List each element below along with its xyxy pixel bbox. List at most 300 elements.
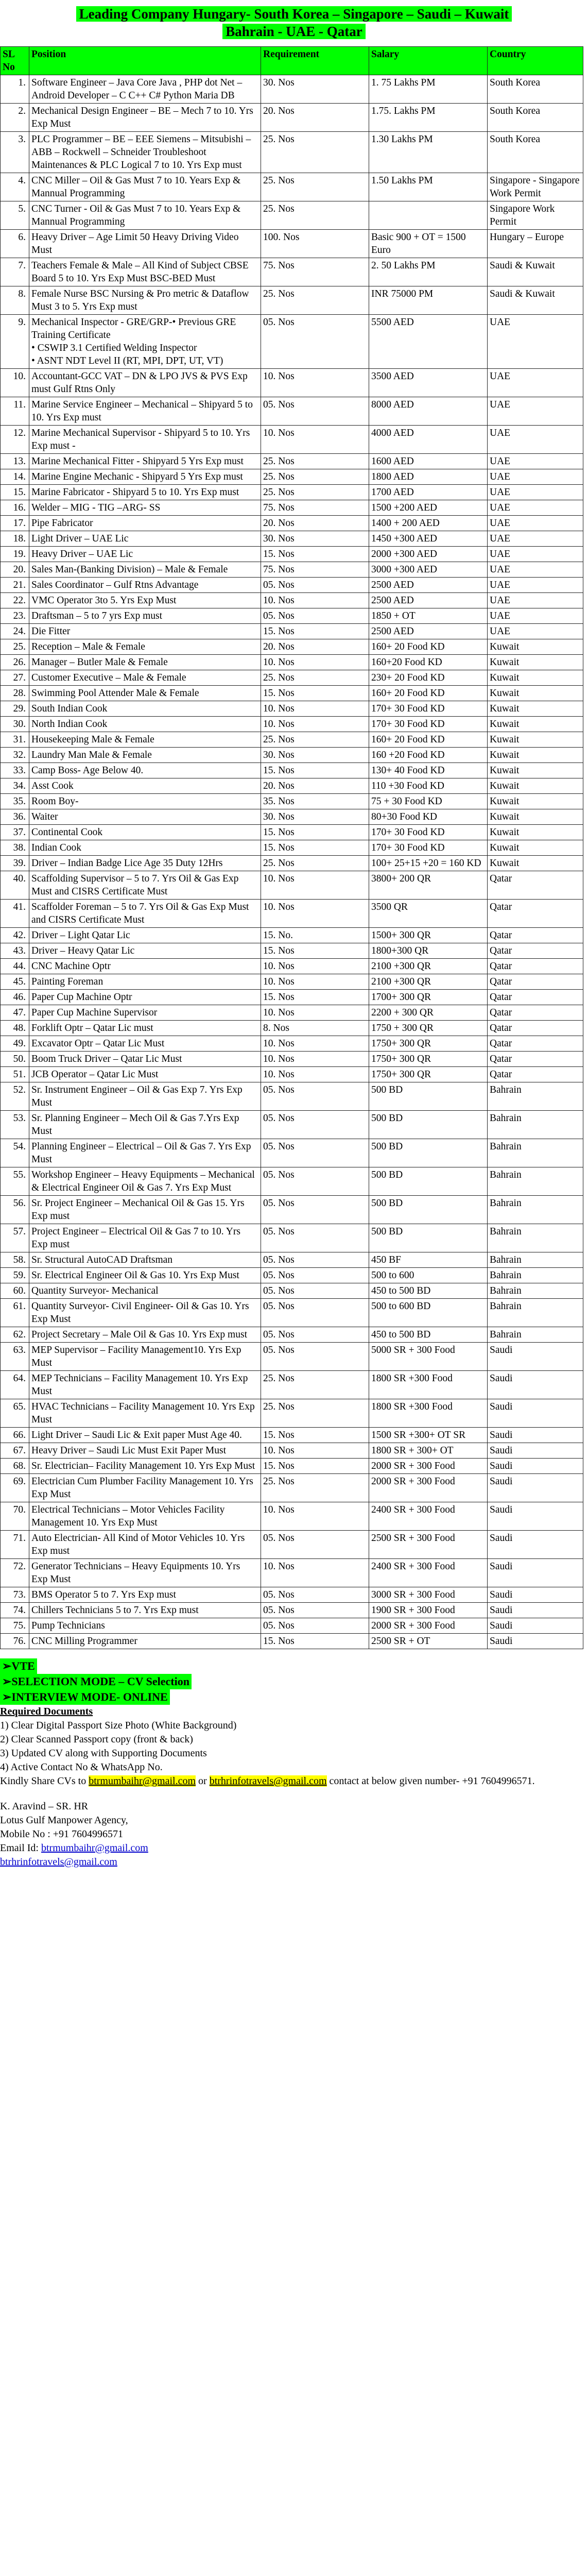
row-position: Project Engineer – Electrical Oil & Gas 7 to 10. Yrs Exp must [29, 1224, 261, 1252]
row-requirement: 20. Nos [261, 516, 369, 531]
row-salary: 160+ 20 Food KD [369, 639, 488, 655]
table-row [1, 286, 583, 315]
row-salary: 2400 SR + 300 Food [369, 1502, 488, 1531]
row-salary: 160 +20 Food KD [369, 748, 488, 763]
row-sl-no: 46. [1, 990, 29, 1005]
row-sl-no: 3. [1, 132, 29, 173]
row-requirement: 15. Nos [261, 1634, 369, 1649]
row-country: Kuwait [488, 778, 583, 794]
row-requirement: 30. Nos [261, 75, 369, 104]
row-country: Saudi [488, 1634, 583, 1649]
banner-line-1: Leading Company Hungary- South Korea – Singapore – Saudi – Kuwait [76, 6, 512, 22]
row-salary: 2000 SR + 300 Food [369, 1618, 488, 1634]
header-salary: Salary [369, 47, 488, 75]
row-country: Bahrain [488, 1268, 583, 1283]
row-sl-no: 34. [1, 778, 29, 794]
table-row [1, 201, 583, 230]
row-requirement: 25. Nos [261, 201, 369, 230]
row-salary: 2000 SR + 300 Food [369, 1474, 488, 1502]
row-country: UAE [488, 516, 583, 531]
row-salary: 500 BD [369, 1139, 488, 1167]
row-country: South Korea [488, 104, 583, 132]
row-position: Scaffolder Foreman – 5 to 7. Yrs Oil & Gas Exp Must and CISRS Certificate Must [29, 900, 261, 928]
row-sl-no: 72. [1, 1559, 29, 1587]
signature-email-2[interactable]: btrhrinfotravels@gmail.com [0, 1856, 117, 1868]
row-position: Auto Electrician- All Kind of Motor Vehicles 10. Yrs Exp must [29, 1531, 261, 1559]
row-salary: 1750+ 300 QR [369, 1052, 488, 1067]
row-country: UAE [488, 315, 583, 369]
row-requirement: 05. Nos [261, 1196, 369, 1224]
row-sl-no: 73. [1, 1587, 29, 1603]
signature-email-1[interactable]: btrmumbaihr@gmail.com [41, 1842, 148, 1854]
jobs-table [0, 46, 583, 1649]
row-requirement: 10. Nos [261, 1443, 369, 1459]
row-position: Driver – Indian Badge Lice Age 35 Duty 12Hrs [29, 856, 261, 871]
table-row [1, 75, 583, 104]
row-country: Saudi & Kuwait [488, 286, 583, 315]
row-salary: 2500 SR + OT [369, 1634, 488, 1649]
row-requirement: 25. Nos [261, 173, 369, 201]
row-country: Bahrain [488, 1283, 583, 1299]
row-country: Bahrain [488, 1111, 583, 1139]
row-position: Electrical Technicians – Motor Vehicles Facility Management 10. Yrs Exp Must [29, 1502, 261, 1531]
row-salary: 1.30 Lakhs PM [369, 132, 488, 173]
signature-email-label: Email Id: [0, 1842, 41, 1854]
header-sl: SL No [1, 47, 29, 75]
row-salary: 1800+300 QR [369, 943, 488, 959]
row-position: Welder – MIG - TIG –ARG- SS [29, 500, 261, 516]
table-row [1, 1167, 583, 1196]
row-position: HVAC Technicians – Facility Management 10. Yrs Exp Must [29, 1399, 261, 1428]
row-sl-no: 44. [1, 959, 29, 974]
row-salary: 1850 + OT [369, 608, 488, 624]
table-row [1, 369, 583, 397]
row-salary: 80+30 Food KD [369, 809, 488, 825]
row-sl-no: 18. [1, 531, 29, 547]
row-sl-no: 40. [1, 871, 29, 900]
row-position: Quantity Surveyor- Civil Engineer- Oil & Gas 10. Yrs Exp Must [29, 1299, 261, 1327]
row-sl-no: 39. [1, 856, 29, 871]
table-row [1, 655, 583, 670]
row-country: Kuwait [488, 794, 583, 809]
row-sl-no: 13. [1, 454, 29, 469]
row-position: Draftsman – 5 to 7 yrs Exp must [29, 608, 261, 624]
row-salary: 5500 AED [369, 315, 488, 369]
row-position: MEP Supervisor – Facility Management10. Yrs Exp Must [29, 1343, 261, 1371]
row-sl-no: 71. [1, 1531, 29, 1559]
row-position: VMC Operator 3to 5. Yrs Exp Must [29, 593, 261, 608]
row-sl-no: 51. [1, 1067, 29, 1082]
signature-email-line [0, 1841, 582, 1855]
row-country: Qatar [488, 1052, 583, 1067]
doc-item: 4) Active Contact No & WhatsApp No. [0, 1761, 163, 1773]
row-requirement: 25. Nos [261, 454, 369, 469]
row-position: Driver – Heavy Qatar Lic [29, 943, 261, 959]
row-position: MEP Technicians – Facility Management 10. Yrs Exp Must [29, 1371, 261, 1399]
row-salary: 110 +30 Food KD [369, 778, 488, 794]
row-position: Room Boy- [29, 794, 261, 809]
row-country: UAE [488, 397, 583, 426]
row-requirement: 05. Nos [261, 397, 369, 426]
row-country: Qatar [488, 1005, 583, 1021]
send-or: or [196, 1775, 210, 1787]
row-requirement: 30. Nos [261, 809, 369, 825]
row-country: UAE [488, 547, 583, 562]
doc-item: 3) Updated CV along with Supporting Documents [0, 1748, 207, 1759]
row-sl-no: 7. [1, 258, 29, 286]
row-sl-no: 48. [1, 1021, 29, 1036]
row-country: Saudi [488, 1399, 583, 1428]
row-requirement: 75. Nos [261, 500, 369, 516]
row-salary: 2500 AED [369, 624, 488, 639]
table-row [1, 1139, 583, 1167]
row-salary: 500 BD [369, 1196, 488, 1224]
table-row [1, 1474, 583, 1502]
row-country: UAE [488, 608, 583, 624]
table-row [1, 701, 583, 717]
row-requirement: 05. Nos [261, 1531, 369, 1559]
row-sl-no: 26. [1, 655, 29, 670]
email-link-1[interactable]: btrmumbaihr@gmail.com [89, 1775, 196, 1787]
row-position: Sr. Planning Engineer – Mech Oil & Gas 7.Yrs Exp Must [29, 1111, 261, 1139]
table-row [1, 1283, 583, 1299]
row-requirement: 25. Nos [261, 732, 369, 748]
table-row [1, 608, 583, 624]
table-row [1, 426, 583, 454]
row-country: Kuwait [488, 655, 583, 670]
table-row [1, 1587, 583, 1603]
row-position: Mechanical Design Engineer – BE – Mech 7 to 10. Yrs Exp Must [29, 104, 261, 132]
row-salary: 1500 SR +300+ OT SR [369, 1428, 488, 1443]
row-position: Marine Fabricator - Shipyard 5 to 10. Yrs Exp must [29, 485, 261, 500]
row-position: Workshop Engineer – Heavy Equipments – Mechanical & Electrical Engineer Oil & Gas 7. Yrs Exp Must [29, 1167, 261, 1196]
row-requirement: 75. Nos [261, 562, 369, 578]
row-country: Qatar [488, 871, 583, 900]
table-row [1, 104, 583, 132]
row-requirement: 05. Nos [261, 1587, 369, 1603]
row-requirement: 05. Nos [261, 1139, 369, 1167]
row-requirement: 05. Nos [261, 1283, 369, 1299]
row-requirement: 10. Nos [261, 593, 369, 608]
signature-mobile: Mobile No : +91 7604996571 [0, 1828, 124, 1840]
row-position: CNC Turner - Oil & Gas Must 7 to 10. Years Exp & Mannual Programming [29, 201, 261, 230]
table-row [1, 686, 583, 701]
footer-section [0, 1658, 582, 1869]
row-position: Scaffolding Supervisor – 5 to 7. Yrs Oil & Gas Exp Must and CISRS Certificate Must [29, 871, 261, 900]
table-row [1, 900, 583, 928]
table-row [1, 974, 583, 990]
table-row [1, 1036, 583, 1052]
row-salary: 2500 AED [369, 578, 488, 593]
row-position: Marine Mechanical Fitter - Shipyard 5 Yrs Exp must [29, 454, 261, 469]
row-position: Sales Coordinator – Gulf Rtns Advantage [29, 578, 261, 593]
row-sl-no: 49. [1, 1036, 29, 1052]
table-row [1, 809, 583, 825]
row-salary: 2100 +300 QR [369, 959, 488, 974]
row-country: South Korea [488, 132, 583, 173]
row-salary: 3000 SR + 300 Food [369, 1587, 488, 1603]
send-prefix: Kindly Share CVs to [0, 1775, 89, 1787]
row-country: UAE [488, 369, 583, 397]
row-position: Marine Service Engineer – Mechanical – Shipyard 5 to 10. Yrs Exp must [29, 397, 261, 426]
row-salary: 170+ 30 Food KD [369, 717, 488, 732]
row-country: Kuwait [488, 825, 583, 840]
row-salary: 2100 +300 QR [369, 974, 488, 990]
row-country: Saudi [488, 1474, 583, 1502]
row-position: Driver – Light Qatar Lic [29, 928, 261, 943]
row-salary: 500 BD [369, 1167, 488, 1196]
row-requirement: 05. Nos [261, 315, 369, 369]
row-sl-no: 19. [1, 547, 29, 562]
row-country: Kuwait [488, 840, 583, 856]
send-suffix: contact at below given number- +91 7604996571. [326, 1775, 535, 1787]
row-requirement: 15. Nos [261, 1459, 369, 1474]
row-requirement: 10. Nos [261, 959, 369, 974]
row-country: Singapore Work Permit [488, 201, 583, 230]
row-salary: 100+ 25+15 +20 = 160 KD [369, 856, 488, 871]
row-country: Hungary – Europe [488, 230, 583, 258]
row-salary: 500 BD [369, 1082, 488, 1111]
row-position: Paper Cup Machine Supervisor [29, 1005, 261, 1021]
row-requirement: 05. Nos [261, 1252, 369, 1268]
row-position: Boom Truck Driver – Qatar Lic Must [29, 1052, 261, 1067]
row-sl-no: 1. [1, 75, 29, 104]
table-header-row [1, 47, 583, 75]
signature-name: K. Aravind – SR. HR [0, 1801, 89, 1812]
table-row [1, 990, 583, 1005]
header-country: Country [488, 47, 583, 75]
row-salary: 500 BD [369, 1111, 488, 1139]
row-requirement: 05. Nos [261, 1343, 369, 1371]
row-country: Bahrain [488, 1299, 583, 1327]
row-requirement: 35. Nos [261, 794, 369, 809]
row-salary: 1400 + 200 AED [369, 516, 488, 531]
row-sl-no: 36. [1, 809, 29, 825]
row-requirement: 05. Nos [261, 608, 369, 624]
row-sl-no: 17. [1, 516, 29, 531]
row-position: PLC Programmer – BE – EEE Siemens – Mitsubishi – ABB – Rockwell – Schneider Troubleshoot Maintenances & PLC Logical 7 to 10. Yrs Exp must [29, 132, 261, 173]
row-country: Saudi & Kuwait [488, 258, 583, 286]
row-salary: INR 75000 PM [369, 286, 488, 315]
row-sl-no: 54. [1, 1139, 29, 1167]
table-body [1, 75, 583, 1649]
table-row [1, 1531, 583, 1559]
row-country: Bahrain [488, 1196, 583, 1224]
row-salary: 8000 AED [369, 397, 488, 426]
table-row [1, 748, 583, 763]
table-row [1, 1559, 583, 1587]
row-country: Kuwait [488, 670, 583, 686]
row-requirement: 100. Nos [261, 230, 369, 258]
row-position: Paper Cup Machine Optr [29, 990, 261, 1005]
row-position: Light Driver – Saudi Lic & Exit paper Must Age 40. [29, 1428, 261, 1443]
row-salary: 500 to 600 BD [369, 1299, 488, 1327]
row-salary: 1750 + 300 QR [369, 1021, 488, 1036]
row-country: Bahrain [488, 1252, 583, 1268]
row-position: Waiter [29, 809, 261, 825]
row-sl-no: 33. [1, 763, 29, 778]
row-country: Kuwait [488, 701, 583, 717]
row-country: UAE [488, 469, 583, 485]
table-row [1, 763, 583, 778]
row-salary: 1.75. Lakhs PM [369, 104, 488, 132]
row-country: UAE [488, 593, 583, 608]
row-requirement: 10. Nos [261, 717, 369, 732]
row-position: Mechanical Inspector - GRE/GRP-• Previous GRE Training Certificate • CSWIP 3.1 Certified Welding Inspector • ASNT NDT Level II (RT, MPI, DPT, UT, VT) [29, 315, 261, 369]
row-requirement: 75. Nos [261, 258, 369, 286]
row-country: UAE [488, 500, 583, 516]
row-country: Saudi [488, 1618, 583, 1634]
row-salary: 450 BF [369, 1252, 488, 1268]
row-salary: 450 to 500 BD [369, 1327, 488, 1343]
table-row [1, 1021, 583, 1036]
table-row [1, 1067, 583, 1082]
row-salary: 2500 SR + 300 Food [369, 1531, 488, 1559]
row-requirement: 10. Nos [261, 1502, 369, 1531]
row-salary: 1500 +200 AED [369, 500, 488, 516]
row-salary: 3000 +300 AED [369, 562, 488, 578]
row-requirement: 10. Nos [261, 1052, 369, 1067]
row-requirement: 20. Nos [261, 104, 369, 132]
row-sl-no: 43. [1, 943, 29, 959]
table-row [1, 593, 583, 608]
row-requirement: 15. Nos [261, 840, 369, 856]
table-row [1, 670, 583, 686]
row-salary: 3800+ 200 QR [369, 871, 488, 900]
row-position: Laundry Man Male & Female [29, 748, 261, 763]
row-sl-no: 20. [1, 562, 29, 578]
row-salary: 170+ 30 Food KD [369, 825, 488, 840]
row-position: Pipe Fabricator [29, 516, 261, 531]
table-row [1, 1428, 583, 1443]
row-requirement: 15. Nos [261, 763, 369, 778]
table-row [1, 1111, 583, 1139]
table-row [1, 230, 583, 258]
row-sl-no: 21. [1, 578, 29, 593]
row-requirement: 05. Nos [261, 1268, 369, 1283]
table-row [1, 173, 583, 201]
row-requirement: 25. Nos [261, 132, 369, 173]
row-requirement: 10. Nos [261, 426, 369, 454]
row-requirement: 25. Nos [261, 856, 369, 871]
row-sl-no: 24. [1, 624, 29, 639]
row-requirement: 15. Nos [261, 686, 369, 701]
table-row [1, 1224, 583, 1252]
interview-mode-label: ➢INTERVIEW MODE- ONLINE [0, 1689, 170, 1705]
required-documents-title: Required Documents [0, 1706, 93, 1717]
table-row [1, 1196, 583, 1224]
row-salary: 3500 AED [369, 369, 488, 397]
row-requirement: 25. Nos [261, 1399, 369, 1428]
table-row [1, 1299, 583, 1327]
row-salary: 1. 75 Lakhs PM [369, 75, 488, 104]
row-requirement: 25. Nos [261, 469, 369, 485]
row-sl-no: 30. [1, 717, 29, 732]
row-country: UAE [488, 426, 583, 454]
row-requirement: 05. Nos [261, 1167, 369, 1196]
table-row [1, 732, 583, 748]
table-row [1, 1443, 583, 1459]
row-salary: 1750+ 300 QR [369, 1036, 488, 1052]
table-row [1, 825, 583, 840]
row-country: South Korea [488, 75, 583, 104]
row-country: Saudi [488, 1502, 583, 1531]
row-country: Qatar [488, 959, 583, 974]
row-salary: 2400 SR + 300 Food [369, 1559, 488, 1587]
row-country: Qatar [488, 1036, 583, 1052]
table-row [1, 928, 583, 943]
table-row [1, 397, 583, 426]
row-position: Chillers Technicians 5 to 7. Yrs Exp must [29, 1603, 261, 1618]
row-country: Kuwait [488, 732, 583, 748]
row-sl-no: 16. [1, 500, 29, 516]
row-salary: 1800 AED [369, 469, 488, 485]
row-sl-no: 23. [1, 608, 29, 624]
row-position: Sr. Instrument Engineer – Oil & Gas Exp 7. Yrs Exp Must [29, 1082, 261, 1111]
row-position: Teachers Female & Male – All Kind of Subject CBSE Board 5 to 10. Yrs Exp Must BSC-BED Must [29, 258, 261, 286]
row-requirement: 05. Nos [261, 1082, 369, 1111]
row-salary: 500 to 600 [369, 1268, 488, 1283]
table-row [1, 1252, 583, 1268]
row-country: Kuwait [488, 717, 583, 732]
row-sl-no: 64. [1, 1371, 29, 1399]
row-sl-no: 75. [1, 1618, 29, 1634]
row-salary: 1800 SR +300 Food [369, 1371, 488, 1399]
row-country: UAE [488, 454, 583, 469]
row-sl-no: 35. [1, 794, 29, 809]
email-link-2[interactable]: btrhrinfotravels@gmail.com [209, 1775, 327, 1787]
row-position: Manager – Butler Male & Female [29, 655, 261, 670]
header-position: Position [29, 47, 261, 75]
row-sl-no: 25. [1, 639, 29, 655]
row-sl-no: 55. [1, 1167, 29, 1196]
row-requirement: 15. Nos [261, 825, 369, 840]
row-requirement: 10. Nos [261, 900, 369, 928]
row-position: Electrician Cum Plumber Facility Management 10. Yrs Exp Must [29, 1474, 261, 1502]
row-sl-no: 57. [1, 1224, 29, 1252]
row-position: Excavator Optr – Qatar Lic Must [29, 1036, 261, 1052]
row-country: Bahrain [488, 1327, 583, 1343]
row-sl-no: 56. [1, 1196, 29, 1224]
row-position: Customer Executive – Male & Female [29, 670, 261, 686]
row-position: BMS Operator 5 to 7. Yrs Exp must [29, 1587, 261, 1603]
row-sl-no: 62. [1, 1327, 29, 1343]
row-country: Qatar [488, 928, 583, 943]
row-country: Saudi [488, 1371, 583, 1399]
row-salary: Basic 900 + OT = 1500 Euro [369, 230, 488, 258]
row-position: Marine Mechanical Supervisor - Shipyard 5 to 10. Yrs Exp must - [29, 426, 261, 454]
row-sl-no: 9. [1, 315, 29, 369]
row-requirement: 10. Nos [261, 1036, 369, 1052]
row-requirement: 30. Nos [261, 531, 369, 547]
row-sl-no: 37. [1, 825, 29, 840]
row-requirement: 10. Nos [261, 1559, 369, 1587]
row-sl-no: 2. [1, 104, 29, 132]
row-requirement: 05. Nos [261, 1111, 369, 1139]
row-position: Sr. Structural AutoCAD Draftsman [29, 1252, 261, 1268]
row-salary [369, 201, 488, 230]
row-sl-no: 41. [1, 900, 29, 928]
row-sl-no: 68. [1, 1459, 29, 1474]
row-salary: 1800 SR +300 Food [369, 1399, 488, 1428]
row-sl-no: 10. [1, 369, 29, 397]
table-row [1, 778, 583, 794]
table-row [1, 547, 583, 562]
row-country: Qatar [488, 900, 583, 928]
row-salary: 160+ 20 Food KD [369, 686, 488, 701]
row-position: Female Nurse BSC Nursing & Pro metric & Dataflow Must 3 to 5. Yrs Exp must [29, 286, 261, 315]
row-salary: 1450 +300 AED [369, 531, 488, 547]
